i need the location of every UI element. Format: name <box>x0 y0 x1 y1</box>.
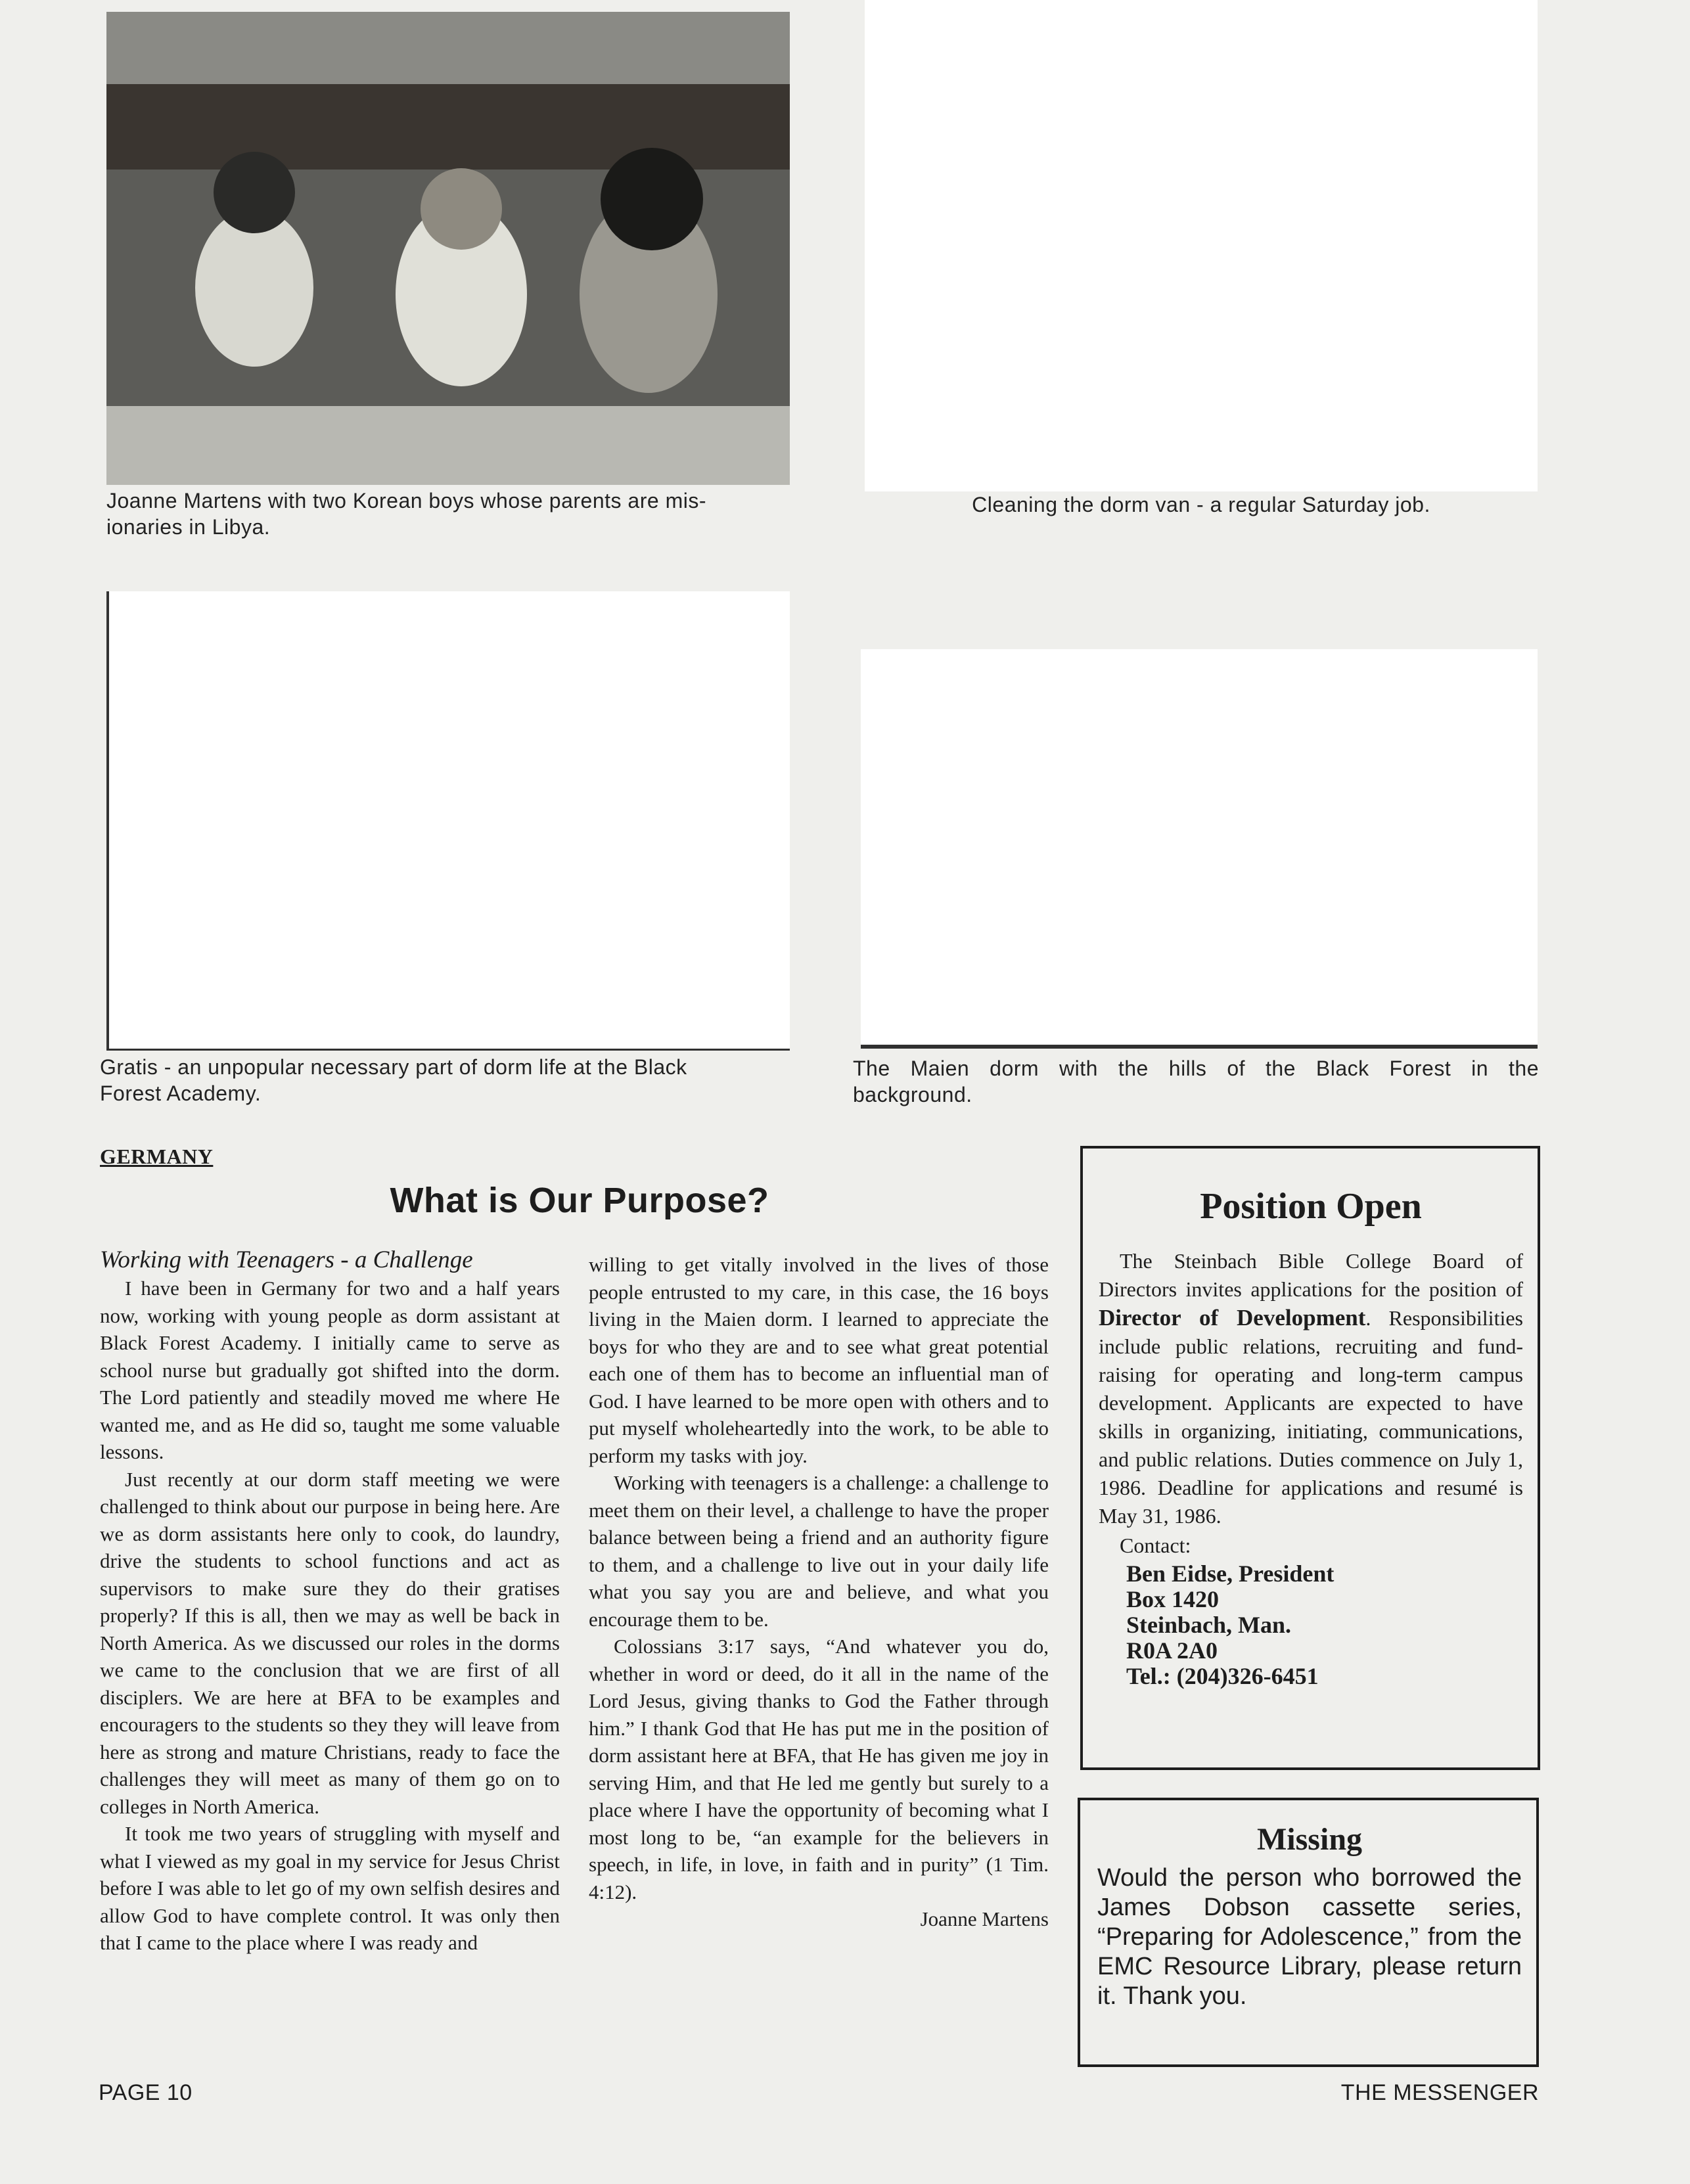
missing-title: Missing <box>1256 1822 1363 1857</box>
article-paragraph-2: Just recently at our dorm staff meeting we were challenged to think about our purpose in being here. Are we as dorm assistants here only to cook, do laundry, drive the students to school functions and act as supervisors to make sure they do their gratises properly? If this is all, then we may as well be back in North America. As we discussed our roles in the dorms we came to the conclusion that we are first of all disciplers. We are here at BFA to be examples and encouragers to the students so they they will leave from here as strong and mature Christians, ready to face the challenges they will meet as many of them go on to colleges in North America. <box>100 1467 560 1818</box>
publication-name: THE MESSENGER <box>1340 2080 1539 2105</box>
photo-3-caption <box>100 1054 783 1106</box>
photo-4-caption-line-1: The Maien dorm with the hills of the Black Forest in the <box>853 1057 1539 1080</box>
position-open-role: Director of Development <box>1099 1305 1366 1331</box>
position-open-title: Position Open <box>1200 1186 1422 1227</box>
photo-1-caption-line-1: Joanne Martens with two Korean boys whose parents are mis- <box>106 489 706 512</box>
article-title: What is Our Purpose? <box>390 1181 769 1220</box>
photo-4-bottom-edge <box>861 1045 1538 1049</box>
article-column-1 <box>100 1246 560 1957</box>
photo-3-bottom-edge <box>106 1049 790 1051</box>
article-author: Joanne Martens <box>920 1907 1049 1930</box>
contact-line-3: Steinbach, Man. <box>1126 1612 1292 1638</box>
photo-4-caption-line-2: background. <box>853 1083 972 1106</box>
position-open-contact <box>1099 1561 1523 1689</box>
photo-gratis <box>106 591 790 1050</box>
photo-maien-dorm <box>861 649 1538 1046</box>
photo-1-caption <box>106 488 790 540</box>
contact-line-2: Box 1420 <box>1126 1586 1220 1612</box>
photo-2-caption: Cleaning the dorm van - a regular Saturday job. <box>972 493 1430 516</box>
article-paragraph-4: Working with teenagers is a challenge: a challenge to meet them on their level, a challenge to have the proper balance between being a friend and an authority figure to them, and a challenge to live out in your daily life what you say you are and believe, and what you encourage them to be. <box>589 1471 1049 1631</box>
position-open-text-before: The Steinbach Bible College Board of Directors invites applications for the position of <box>1099 1249 1523 1301</box>
position-open-text <box>1099 1247 1523 1560</box>
photo-3-caption-line-1: Gratis - an unpopular necessary part of dorm life at the Black <box>100 1055 687 1079</box>
photo-1-caption-line-2: ionaries in Libya. <box>106 515 271 539</box>
page-number: PAGE 10 <box>99 2080 193 2105</box>
position-open-box <box>1080 1146 1540 1770</box>
article-paragraph-3-continued: willing to get vitally involved in the lives of those people entrusted to my care, in this case, the 16 boys living in the Maien dorm. I learned to appreciate the boys for who they are and to see what great potential each one of them has to become an influential man of God. I have learned to be more open with others and to put myself wholeheartedly into the work, to be able to perform my tasks with joy. <box>589 1253 1049 1467</box>
photo-cleaning-dorm-van <box>865 0 1538 491</box>
missing-text: Would the person who borrowed the James Dobson cassette series, “Preparing for Adolescence,” from the EMC Resource Library, please return it. Thank you. <box>1097 1864 1522 2010</box>
photo-4-caption <box>853 1055 1539 1108</box>
article-paragraph-1: I have been in Germany for two and a half years now, working with young people as dorm assistant at Black Forest Academy. I initially came to serve as school nurse but gradually got shifted into the dorm. The Lord patiently and steadily moved me where He wanted me, and as He did so, taught me some valuable lessons. <box>100 1277 560 1463</box>
photo-3-caption-line-2: Forest Academy. <box>100 1081 262 1105</box>
contact-line-4: R0A 2A0 <box>1126 1637 1218 1664</box>
missing-box <box>1078 1798 1539 2067</box>
article-paragraph-3: It took me two years of struggling with myself and what I viewed as my goal in my service for Jesus Christ before I was able to let go of my own selfish desires and allow God to have complete control. It was only then that I came to the place where I was ready and <box>100 1822 560 1954</box>
section-tag: GERMANY <box>100 1145 214 1168</box>
contact-line-5: Tel.: (204)326-6451 <box>1126 1663 1319 1689</box>
article-subheading: Working with Teenagers - a Challenge <box>100 1246 473 1273</box>
position-open-contact-label: Contact: <box>1120 1534 1191 1557</box>
position-open-text-after: . Responsibilities include public relations, recruiting and fund-raising for operating and long-term campus development. Applicants are expected to have skills in organizing, initiating, communications, and public relations. Duties commence on July 1, 1986. Deadline for applications and resumé is May 31, 1986. <box>1099 1306 1523 1528</box>
contact-line-1: Ben Eidse, President <box>1126 1560 1335 1587</box>
article-paragraph-5: Colossians 3:17 says, “And whatever you do, whether in word or deed, do it all in the name of the Lord Jesus, giving thanks to God the Father through him.” I thank God that He has put me in the position of dorm assistant here at BFA, that He has given me joy in serving Him, and that He led me gently but surely to a place where I have the opportunity of becoming what I most long to be, “an example for the believers in speech, in life, in love, in faith and in purity” (1 Tim. 4:12). <box>589 1635 1049 1903</box>
photo-joanne-martens-korean-boys <box>106 12 790 485</box>
photo-image <box>106 12 790 485</box>
article-column-2 <box>589 1251 1049 1933</box>
